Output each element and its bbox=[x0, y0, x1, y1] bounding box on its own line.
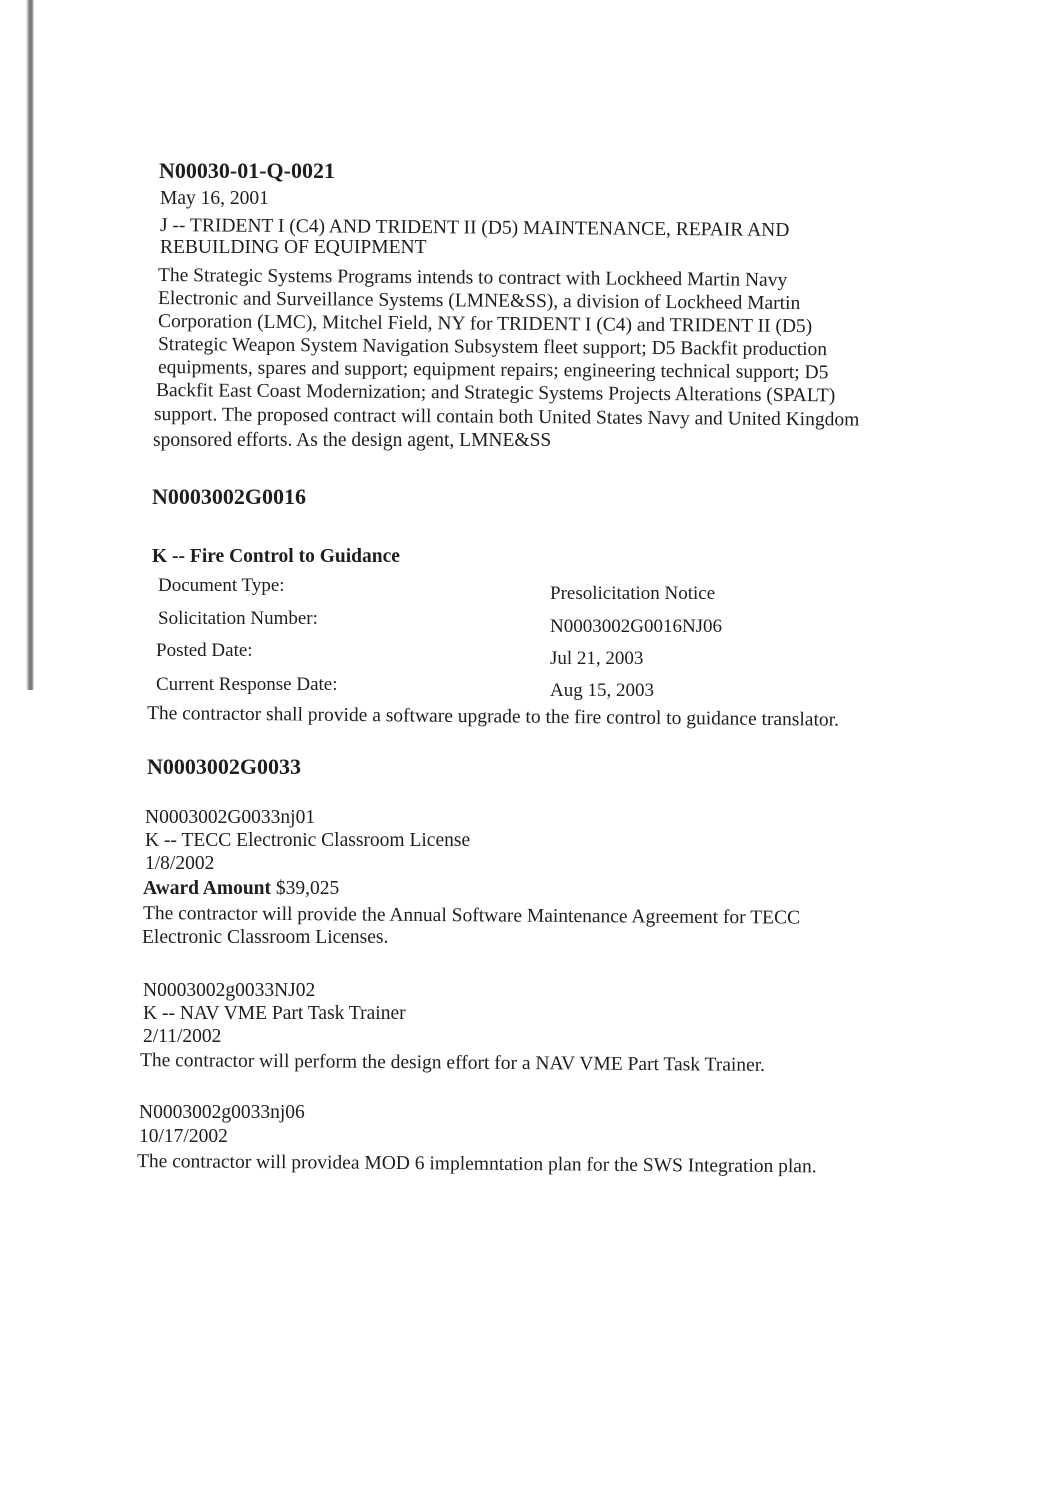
record-id: N0003002G0033 bbox=[147, 754, 301, 779]
entry-description-line: Electronic Classroom Licenses. bbox=[142, 927, 389, 948]
record-description-line: The Strategic Systems Programs intends to contract with Lockheed Martin Navy bbox=[157, 265, 788, 291]
record-date: May 16, 2001 bbox=[160, 188, 269, 209]
record-description-line: Electronic and Surveillance Systems (LMNE&SS), a division of Lockheed Martin bbox=[157, 288, 801, 315]
entry-title: K -- TECC Electronic Classroom License bbox=[145, 830, 471, 851]
record-description-line: Backfit East Coast Modernization; and Strategic Systems Projects Alterations (SPALT) bbox=[155, 380, 836, 407]
field-label-solicitation-number: Solicitation Number: bbox=[158, 608, 318, 629]
entry-date: 10/17/2002 bbox=[139, 1126, 228, 1147]
entry-number: N0003002g0033NJ02 bbox=[143, 980, 316, 1001]
field-value-solicitation-number: N0003002G0016NJ06 bbox=[550, 616, 723, 637]
field-value-posted-date: Jul 21, 2003 bbox=[550, 648, 644, 669]
award-label: Award Amount bbox=[143, 878, 272, 899]
entry-description-line: The contractor will perform the design effort for a NAV VME Part Task Trainer. bbox=[139, 1050, 766, 1076]
field-value-current-response-date: Aug 15, 2003 bbox=[550, 680, 654, 701]
scan-edge-fade bbox=[26, 690, 34, 1495]
record-title: K -- Fire Control to Guidance bbox=[152, 546, 400, 567]
field-label-posted-date: Posted Date: bbox=[156, 640, 253, 661]
record-description-line: Corporation (LMC), Mitchel Field, NY for TRIDENT I (C4) and TRIDENT II (D5) bbox=[157, 311, 813, 338]
entry-date: 1/8/2002 bbox=[145, 853, 215, 874]
record-description: The contractor shall provide a software upgrade to the fire control to guidance translator. bbox=[146, 703, 840, 731]
entry-award bbox=[143, 878, 339, 900]
entry-description-line: The contractor will provide the Annual Software Maintenance Agreement for TECC bbox=[142, 903, 801, 929]
field-value-document-type: Presolicitation Notice bbox=[550, 583, 716, 604]
award-value: $39,025 bbox=[275, 878, 340, 899]
entry-number: N0003002g0033nj06 bbox=[139, 1102, 305, 1123]
record-id: N00030-01-Q-0021 bbox=[159, 158, 335, 183]
record-description-line: sponsored efforts. As the design agent, LMNE&SS bbox=[153, 430, 552, 451]
entry-number: N0003002G0033nj01 bbox=[145, 807, 316, 828]
record-description-line: Strategic Weapon System Navigation Subsystem fleet support; D5 Backfit production bbox=[157, 334, 828, 361]
entry-date: 2/11/2002 bbox=[143, 1026, 222, 1047]
entry-description-line: The contractor will providea MOD 6 implemntation plan for the SWS Integration plan. bbox=[136, 1151, 817, 1178]
record-title-line: REBUILDING OF EQUIPMENT bbox=[160, 237, 427, 258]
record-description-line: equipments, spares and support; equipment repairs; engineering technical support; D5 bbox=[157, 357, 829, 384]
entry-title: K -- NAV VME Part Task Trainer bbox=[143, 1003, 406, 1024]
record-title-line: J -- TRIDENT I (C4) AND TRIDENT II (D5) MAINTENANCE, REPAIR AND bbox=[159, 215, 790, 241]
field-label-current-response-date: Current Response Date: bbox=[156, 674, 338, 695]
field-label-document-type: Document Type: bbox=[158, 575, 285, 596]
record-description-line: support. The proposed contract will contain both United States Navy and United Kingdom bbox=[153, 404, 860, 431]
record-id: N0003002G0016 bbox=[152, 484, 306, 509]
